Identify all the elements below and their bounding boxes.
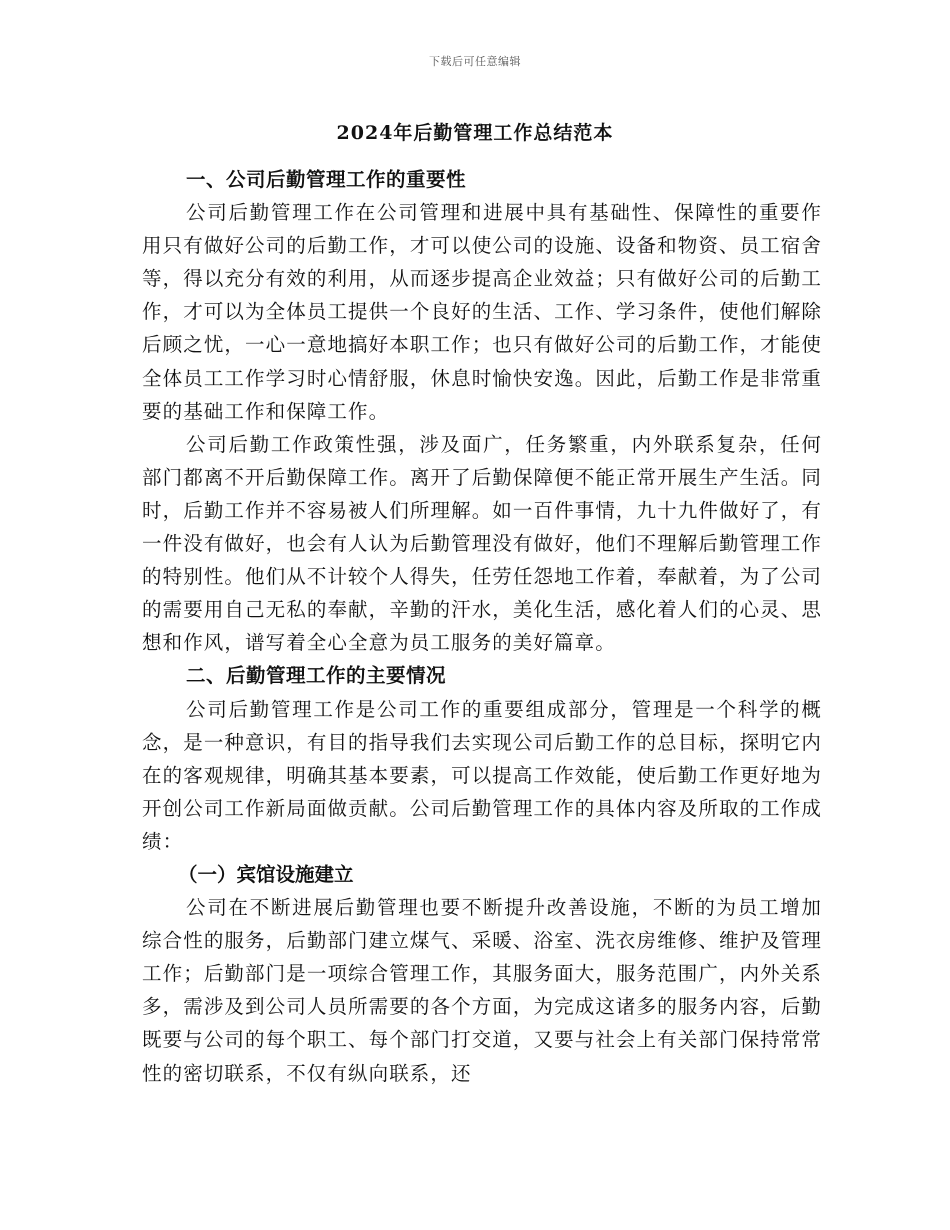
section-1-paragraph-2: 公司后勤工作政策性强，涉及面广，任务繁重，内外联系复杂，任何部门都离不开后勤保障工作。离开了后勤保障便不能正常开展生产生活。同时，后勤工作并不容易被人们所理解。如一百件事情，九十九件做好了，有一件没有做好，也会有人认为后勤管理没有做好，他们不理解后勤管理工作的特别性。他们从不计较个人得失，任劳任怨地工作着，奉献着，为了公司的需要用自己无私的奉献，辛勤的汗水，美化生活，感化着人们的心灵、思想和作风，谱写着全心全意为员工服务的美好篇章。 bbox=[142, 432, 822, 655]
document-title: 2024年后勤管理工作总结范本 bbox=[336, 122, 614, 144]
document-body bbox=[142, 163, 822, 1090]
section-1-paragraph-1: 公司后勤管理工作在公司管理和进展中具有基础性、保障性的重要作用只有做好公司的后勤工作，才可以使公司的设施、设备和物资、员工宿舍等，得以充分有效的利用，从而逐步提高企业效益；只有做好公司的后勤工作，才可以为全体员工提供一个良好的生活、工作、学习条件，使他们解除后顾之忧，一心一意地搞好本职工作；也只有做好公司的后勤工作，才能使全体员工工作学习时心情舒服，休息时愉快安逸。因此，后勤工作是非常重要的基础工作和保障工作。 bbox=[142, 201, 822, 423]
subsection-1-paragraph-1: 公司在不断进展后勤管理也要不断提升改善设施，不断的为员工增加综合性的服务，后勤部门建立煤气、采暖、浴室、洗衣房维修、维护及管理工作；后勤部门是一项综合管理工作，其服务面大，服务范围广，内外关系多，需涉及到公司人员所需要的各个方面，为完成这诸多的服务内容，后勤既要与公司的每个职工、每个部门打交道，又要与社会上有关部门保持常常性的密切联系，不仅有纵向联系，还 bbox=[142, 896, 822, 1085]
section-2-heading: 二、后勤管理工作的主要情况 bbox=[186, 664, 447, 688]
section-1-heading: 一、公司后勤管理工作的重要性 bbox=[186, 168, 467, 191]
subsection-1-heading: （一）宾馆设施建立 bbox=[178, 862, 354, 886]
header-note: 下载后可任意编辑 bbox=[429, 55, 521, 68]
section-2-paragraph-1: 公司后勤管理工作是公司工作的重要组成部分，管理是一个科学的概念，是一种意识，有目的指导我们去实现公司后勤工作的总目标，探明它内在的客观规律，明确其基本要素，可以提高工作效能，使后勤工作更好地为开创公司工作新局面做贡献。公司后勤管理工作的具体内容及所取的工作成绩： bbox=[142, 697, 822, 853]
